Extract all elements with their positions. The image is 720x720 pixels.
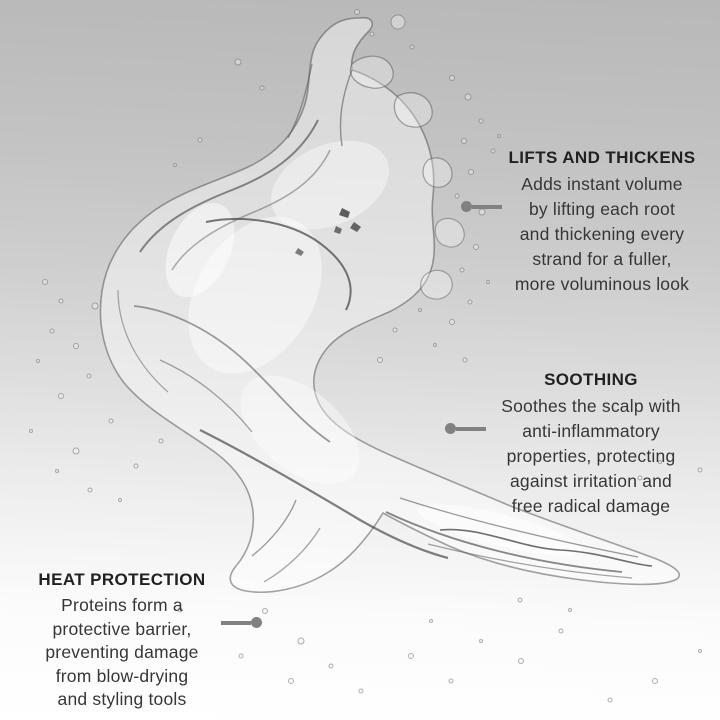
callout-text-line: and styling tools — [57, 689, 187, 709]
callout-title: LIFTS AND THICKENS — [508, 148, 696, 167]
callout-text-line: anti-inflammatory — [522, 421, 660, 441]
connector-lifts-and-thickens — [461, 201, 502, 212]
callout-text-line: strand for a fuller, — [532, 249, 672, 269]
callout-title: HEAT PROTECTION — [38, 570, 206, 589]
callout-text-line: against irritation and — [510, 471, 672, 491]
callout-text-line: preventing damage — [45, 642, 199, 662]
callout-text-line: Soothes the scalp with — [501, 396, 681, 416]
connector-soothing — [445, 423, 486, 434]
callout-text-line: by lifting each root — [528, 199, 676, 219]
connector-dot — [445, 423, 456, 434]
callout-text-line: more voluminous look — [514, 274, 690, 294]
callout-title: SOOTHING — [544, 370, 638, 389]
callout-text-line: properties, protecting — [506, 446, 676, 466]
callout-text-line: protective barrier, — [52, 618, 192, 639]
callout-text-line: and thickening every — [519, 224, 685, 244]
callout-text-line: Proteins form a — [61, 595, 183, 615]
callout-lifts-and-thickens — [492, 146, 712, 297]
callout-text-line: free radical damage — [511, 496, 671, 516]
connector-line — [221, 621, 251, 625]
callout-text-line: from blow-drying — [55, 665, 189, 686]
connector-line — [456, 427, 486, 431]
callout-text-line: Adds instant volume — [521, 174, 683, 194]
connector-dot — [251, 617, 262, 628]
connector-dot — [461, 201, 472, 212]
callout-heat-protection — [11, 568, 233, 712]
callout-soothing — [479, 368, 703, 519]
connector-heat-protection — [221, 617, 262, 628]
connector-line — [472, 205, 502, 209]
